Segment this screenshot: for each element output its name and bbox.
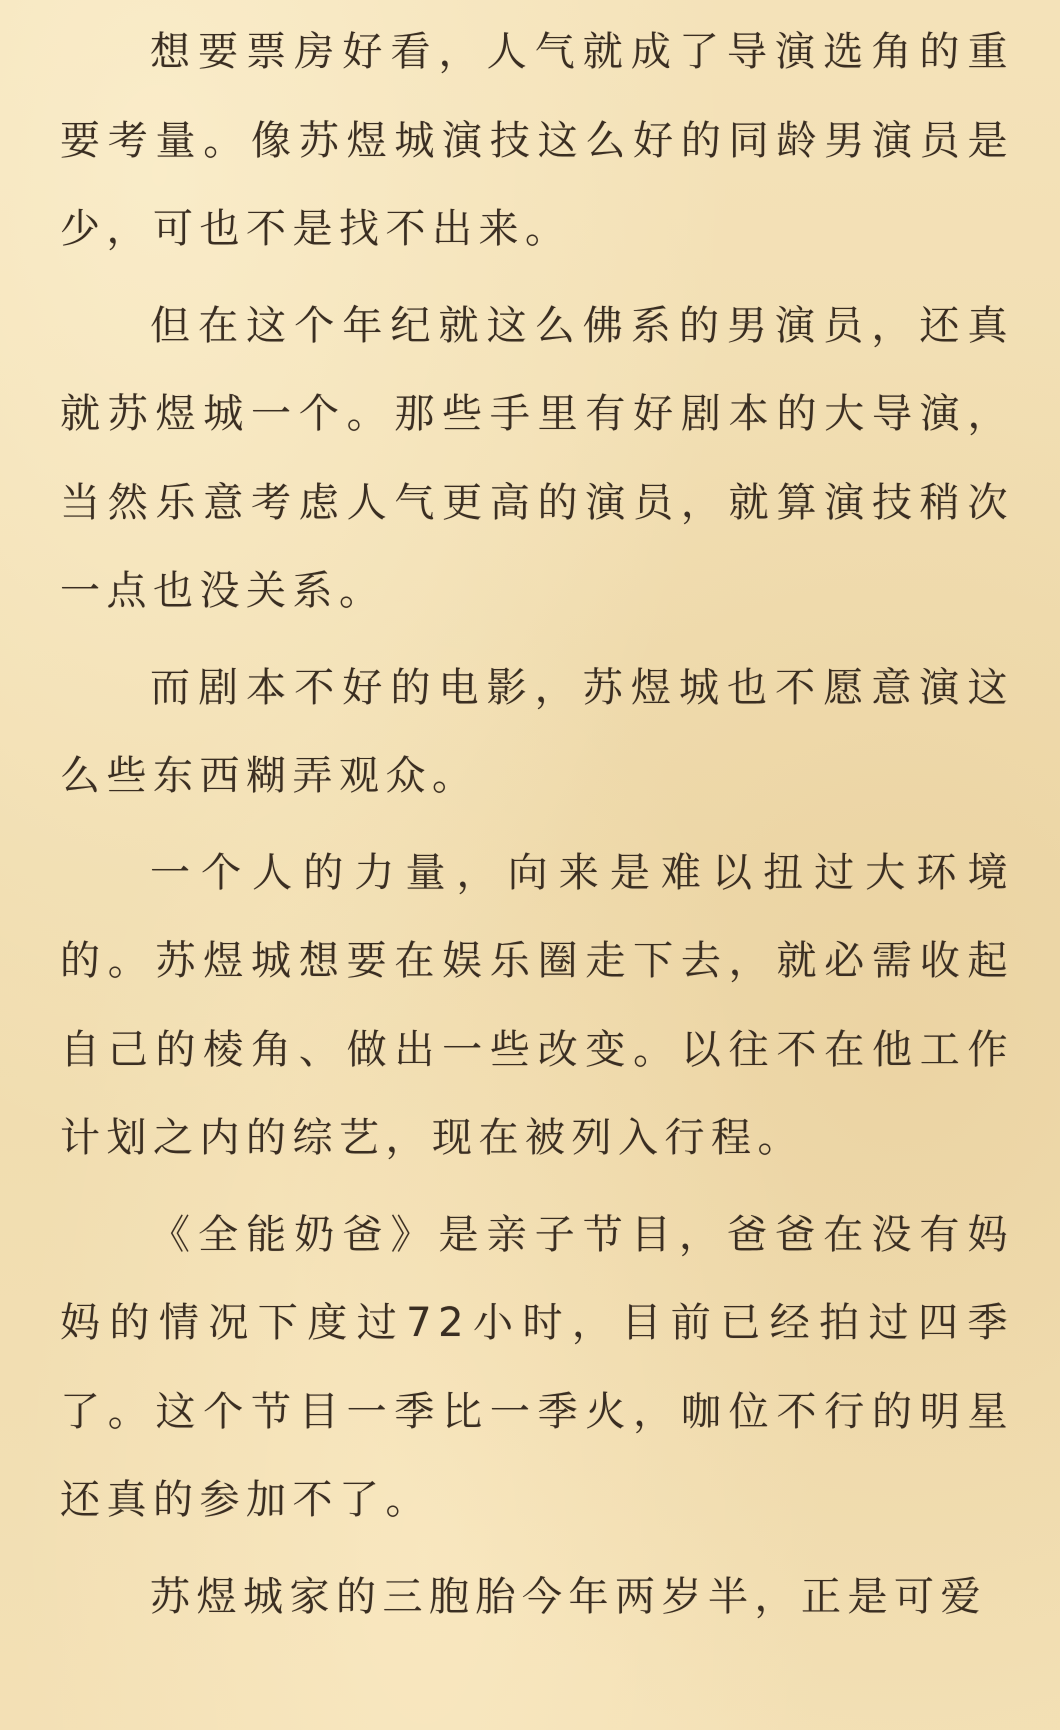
paragraph-3: 而剧本不好的电影，苏煜城也不愿意演这么些东西糊弄观众。 xyxy=(60,664,1014,799)
paragraph-2: 但在这个年纪就这么佛系的男演员，还真就苏煜城一个。那些手里有好剧本的大导演，当然乐意考虑人气更高的演员，就算演技稍次一点也没关系。 xyxy=(60,302,1014,614)
paragraph-6: 苏煜城家的三胞胎今年两岁半，正是可爱 xyxy=(150,1573,987,1620)
paragraph-4: 一个人的力量，向来是难以扭过大环境的。苏煜城想要在娱乐圈走下去，就必需收起自己的棱角、做出一些改变。以往不在他工作计划之内的综艺，现在被列入行程。 xyxy=(60,849,1014,1161)
paragraph-1: 想要票房好看，人气就成了导演选角的重要考量。像苏煜城演技这么好的同龄男演员是少，可也不是找不出来。 xyxy=(60,29,1014,252)
paragraph-5: 《全能奶爸》是亲子节目，爸爸在没有妈妈的情况下度过72小时，目前已经拍过四季了。这个节目一季比一季火，咖位不行的明星还真的参加不了。 xyxy=(60,1211,1014,1523)
